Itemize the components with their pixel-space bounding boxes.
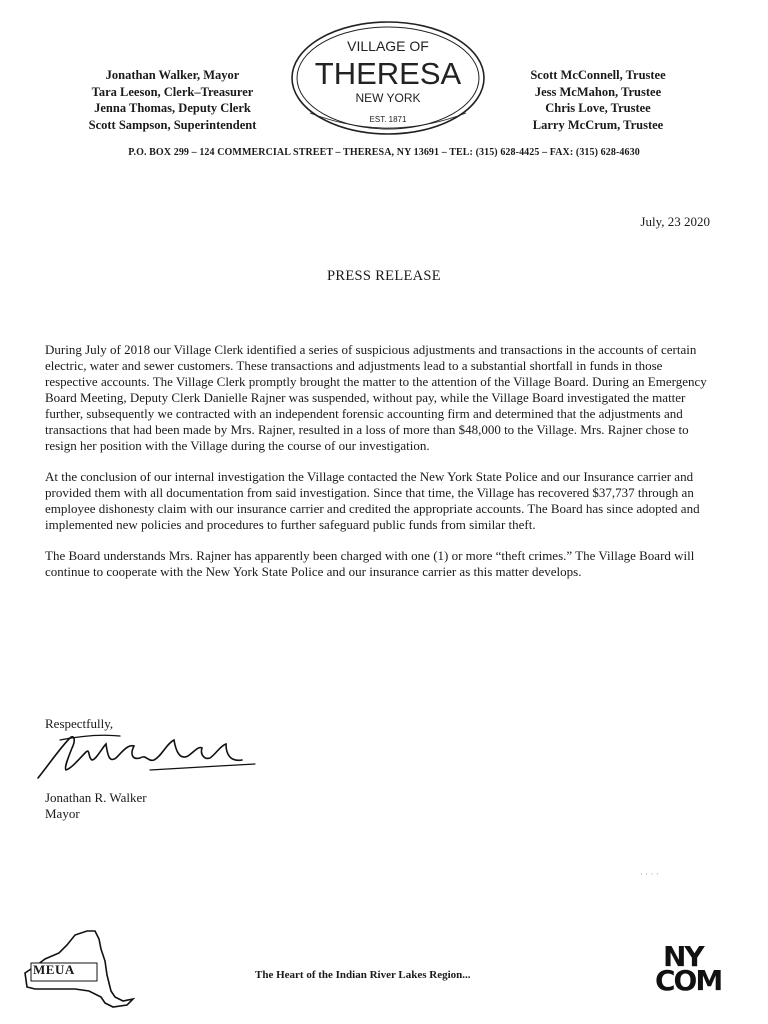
body-paragraph: The Board understands Mrs. Rajner has apparently been charged with one (1) or more “theft crimes.” The Village Board will continue to cooperate with the New York State Police and our insurance carrier as this matter develops. — [45, 548, 695, 579]
official-name: Jenna Thomas, Deputy Clerk — [94, 101, 251, 115]
village-seal-logo — [288, 18, 488, 138]
official-name: Larry McCrum, Trustee — [532, 117, 664, 132]
seal-text: VILLAGE OF — [347, 38, 429, 54]
official-name: Tara Leeson, Clerk–Treasurer — [91, 84, 254, 99]
official-name: Chris Love, Trustee — [545, 101, 651, 115]
footer-tagline: The Heart of the Indian River Lakes Region... — [255, 969, 471, 981]
signer-block — [45, 790, 147, 822]
official-name: Jess McMahon, Trustee — [534, 84, 662, 99]
official-name: Scott Sampson, Superintendent — [88, 117, 257, 132]
signer-name: Jonathan R. Walker — [45, 790, 147, 805]
letter-date: July, 23 2020 — [640, 214, 710, 229]
body-paragraph: At the conclusion of our internal investigation the Village contacted the New York State Police and our Insurance carrier and provided them with all documentation from said investigation. Since that time, the Village has recovered $37,737 through an employee dishonesty claim with our insurance carrier and credited the appropriate accounts. The Board has since adopted and implemented new policies and procedures to further safeguard public funds from similar theft. — [45, 469, 700, 532]
nycom-logo-text: COM — [655, 964, 722, 997]
seal-text: EST. 1871 — [369, 115, 407, 124]
letter-closing: Respectfully, — [45, 716, 114, 731]
official-name: Jonathan Walker, Mayor — [105, 68, 240, 82]
document-title: PRESS RELEASE — [327, 268, 441, 284]
nycom-logo — [655, 940, 740, 1000]
seal-text: THERESA — [314, 56, 462, 91]
body-paragraph: During July of 2018 our Village Clerk identified a series of suspicious adjustments and transactions in the accounts of certain electric, water and sewer customers. These transactions and adjustments lead to a substantial shortfall in funds in those respective accounts. The Village Clerk promptly brought the matter to the attention of the Village Board. During an Emergency Board Meeting, Deputy Clerk Danielle Rajner was suspended, without pay, while the Village Board investigated the matter further, subsequently we contracted with an independent forensic accounting firm and determined that the adjustments and transactions that had been made by Mrs. Rajner, resulted in a loss of more than $48,000 to the Village. Mrs. Rajner chose to resign her position with the Village during the course of our investigation. — [45, 342, 707, 453]
letter-body — [45, 342, 717, 595]
meua-logo-text: MEUA — [33, 962, 75, 977]
handwritten-signature — [30, 718, 260, 798]
letterhead-address: P.O. BOX 299 – 124 COMMERCIAL STREET – THERESA, NY 13691 – TEL: (315) 628-4425 – FAX: (315) 628-4630 — [128, 147, 640, 158]
scan-specks: · · · · — [640, 869, 659, 879]
right-officials-list — [498, 67, 698, 133]
signer-title: Mayor — [45, 806, 80, 821]
seal-text: NEW YORK — [355, 91, 421, 105]
left-officials-list — [40, 67, 305, 133]
official-name: Scott McConnell, Trustee — [530, 68, 666, 82]
nycom-logo-text: NY — [663, 940, 703, 973]
